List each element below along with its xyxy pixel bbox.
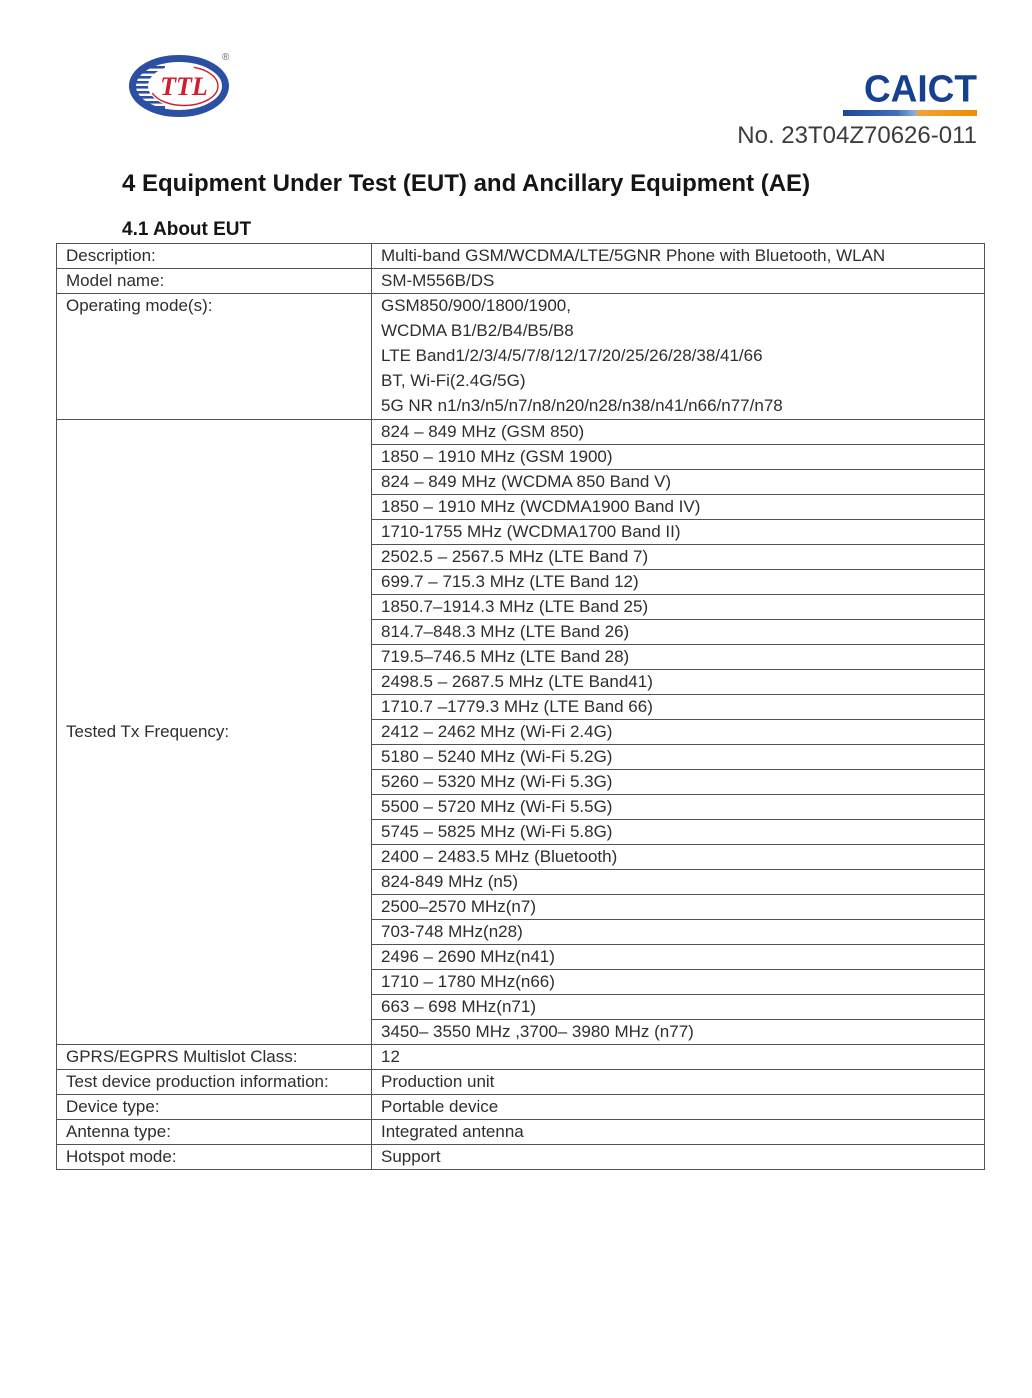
caict-block [737,67,977,150]
tx-frequency-value: 3450– 3550 MHz ,3700– 3980 MHz (n77) [372,1020,985,1045]
table-row-model-name [57,269,985,294]
table-row-hotspot-mode [57,1145,985,1170]
row-label: Tested Tx Frequency: [57,420,372,1045]
tx-frequency-value: 2500–2570 MHz(n7) [372,895,985,920]
row-value: SM-M556B/DS [372,269,985,294]
tx-frequency-value: 814.7–848.3 MHz (LTE Band 26) [372,620,985,645]
registered-trademark-mark: ® [222,52,230,63]
tx-frequency-value: 719.5–746.5 MHz (LTE Band 28) [372,645,985,670]
table-row-gprs-multislot [57,1045,985,1070]
tx-frequency-value: 5180 – 5240 MHz (Wi-Fi 5.2G) [372,745,985,770]
tx-frequency-value: 2502.5 – 2567.5 MHz (LTE Band 7) [372,545,985,570]
row-value: Portable device [372,1095,985,1120]
report-number: No. 23T04Z70626-011 [737,122,977,149]
row-label: Hotspot mode: [57,1145,372,1170]
tx-frequency-value: 2400 – 2483.5 MHz (Bluetooth) [372,845,985,870]
tx-frequency-value: 1850.7–1914.3 MHz (LTE Band 25) [372,595,985,620]
row-label: Antenna type: [57,1120,372,1145]
table-row-operating-modes [57,294,985,420]
row-value [372,294,985,420]
table-row-production-info [57,1070,985,1095]
tx-frequency-value: 1850 – 1910 MHz (WCDMA1900 Band IV) [372,495,985,520]
row-label: Description: [57,244,372,269]
row-value: Integrated antenna [372,1120,985,1145]
row-value: Production unit [372,1070,985,1095]
ttl-logo-text: TTL [160,72,208,101]
subsection-heading: 4.1 About EUT [122,219,252,240]
table-row-description [57,244,985,269]
tx-frequency-value: 2498.5 – 2687.5 MHz (LTE Band41) [372,670,985,695]
row-value: Multi-band GSM/WCDMA/LTE/5GNR Phone with Bluetooth, WLAN [372,244,985,269]
row-label: Device type: [57,1095,372,1120]
tx-frequency-value: 2412 – 2462 MHz (Wi-Fi 2.4G) [372,720,985,745]
caict-logo-text: CAICT [863,67,977,110]
section-heading: 4 Equipment Under Test (EUT) and Ancillary Equipment (AE) [122,170,811,197]
tx-frequency-value: 5500 – 5720 MHz (Wi-Fi 5.5G) [372,795,985,820]
tx-frequency-value: 703-748 MHz(n28) [372,920,985,945]
tx-frequency-value: 5745 – 5825 MHz (Wi-Fi 5.8G) [372,820,985,845]
caict-underline-bar [843,110,977,116]
tx-frequency-value: 5260 – 5320 MHz (Wi-Fi 5.3G) [372,770,985,795]
ttl-logo-icon [127,53,231,119]
tx-frequency-value: 2496 – 2690 MHz(n41) [372,945,985,970]
tx-frequency-value: 1710.7 –1779.3 MHz (LTE Band 66) [372,695,985,720]
tx-frequency-value: 1710 – 1780 MHz(n66) [372,970,985,995]
table-row-device-type [57,1095,985,1120]
tx-frequency-value: 824 – 849 MHz (WCDMA 850 Band V) [372,470,985,495]
row-label: GPRS/EGPRS Multislot Class: [57,1045,372,1070]
row-value: 12 [372,1045,985,1070]
tx-frequency-value: 1850 – 1910 MHz (GSM 1900) [372,445,985,470]
table-row-antenna-type [57,1120,985,1145]
tx-frequency-value: 1710-1755 MHz (WCDMA1700 Band II) [372,520,985,545]
row-value: Support [372,1145,985,1170]
operating-mode-line: BT, Wi-Fi(2.4G/5G) [381,371,526,390]
operating-mode-line: LTE Band1/2/3/4/5/7/8/12/17/20/25/26/28/38/41/66 [381,346,763,365]
operating-mode-line: GSM850/900/1800/1900, [381,296,571,315]
tx-frequency-value: 824 – 849 MHz (GSM 850) [372,420,985,445]
table-row-tx-frequency [57,420,985,445]
row-label: Model name: [57,269,372,294]
operating-mode-line: 5G NR n1/n3/n5/n7/n8/n20/n28/n38/n41/n66/n77/n78 [381,396,783,415]
operating-mode-line: WCDMA B1/B2/B4/B5/B8 [381,321,574,340]
row-label: Test device production information: [57,1070,372,1095]
eut-table [56,243,985,1170]
tx-frequency-value: 699.7 – 715.3 MHz (LTE Band 12) [372,570,985,595]
tx-frequency-value: 824-849 MHz (n5) [372,870,985,895]
tx-frequency-value: 663 – 698 MHz(n71) [372,995,985,1020]
row-label: Operating mode(s): [57,294,372,420]
